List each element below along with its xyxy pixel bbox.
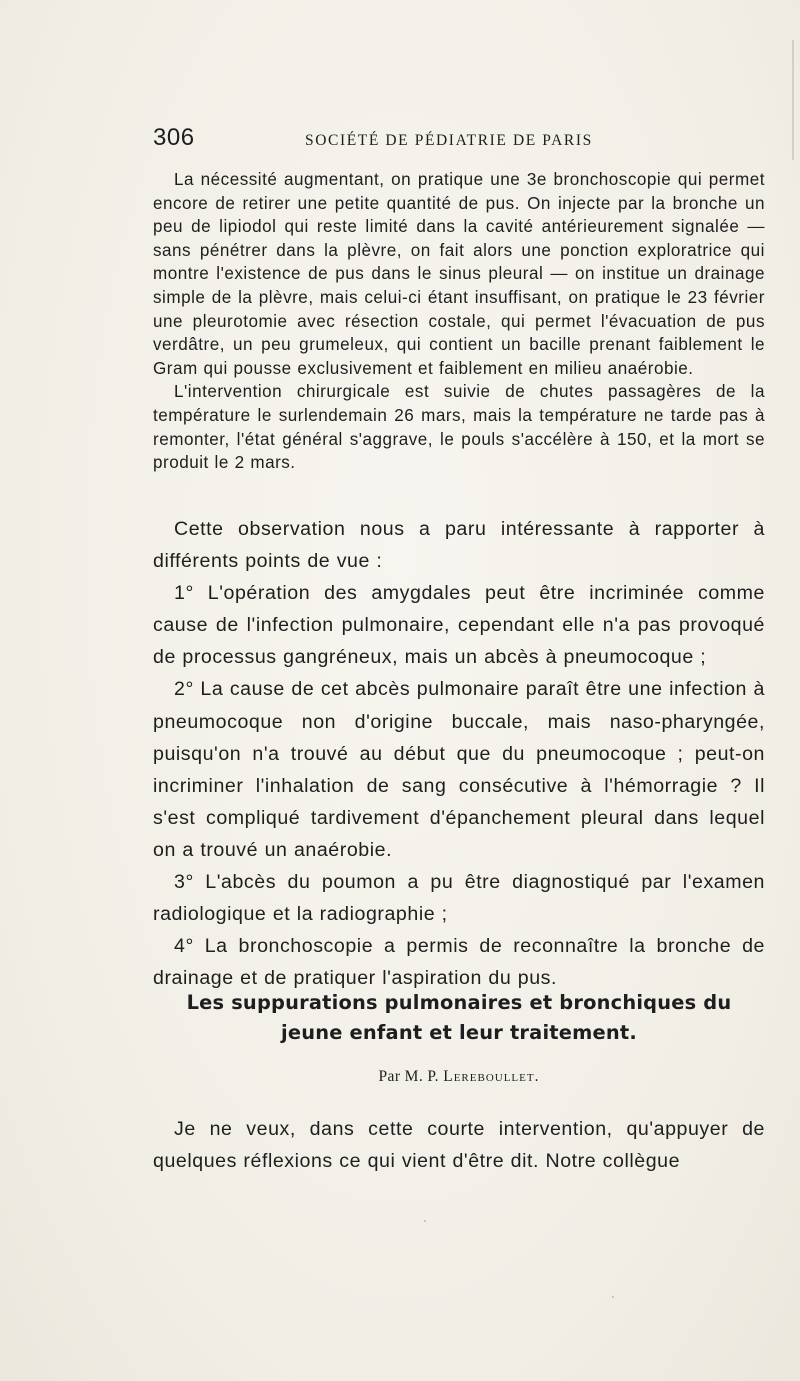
- byline-prefix: Par M. P.: [378, 1068, 444, 1085]
- discussion-intro: Cette observation nous a paru intéressante à rapporter à différents points de vue :: [153, 518, 765, 573]
- running-title: SOCIÉTÉ DE PÉDIATRIE DE PARIS: [305, 132, 593, 149]
- case-report-text: [153, 168, 765, 475]
- discussion-point-3: 3° L'abcès du poumon a pu être diagnostiqué par l'examen radiologique et la radiographie ;: [153, 871, 765, 926]
- page-edge-mark: [792, 40, 794, 160]
- discussion-point-2: 2° La cause de cet abcès pulmonaire paraît être une infection à pneumocoque non d'origine buccale, mais naso-pharyngée, puisqu'on n'a trouvé au début que du pneumocoque ; peut-on incriminer l'inhalation de sang consécutive à l'hémorragie ? Il s'est compliqué tardivement d'épanchement pleural dans lequel on a trouvé un anaérobie.: [153, 678, 765, 861]
- article-opening-paragraph: Je ne veux, dans cette courte intervention, qu'appuyer de quelques réflexions ce qui vient d'être dit. Notre collègue: [153, 1118, 765, 1173]
- byline-author: Lereboullet.: [443, 1068, 540, 1085]
- scan-speck: [424, 1220, 426, 1222]
- article-byline: [153, 1068, 765, 1086]
- case-report-paragraph-1: La nécessité augmentant, on pratique une 3e bronchoscopie qui permet encore de retirer une petite quantité de pus. On injecte par la bronche un peu de lipiodol qui reste limité dans la cavité antérieurement signalée — sans pénétrer dans la plèvre, on fait alors une ponction exploratrice qui montre l'existence de pus dans le sinus pleural — on institue un drainage simple de la plèvre, mais celui-ci étant insuffisant, on pratique le 23 février une pleurotomie avec résection costale, qui permet l'évacuation de pus verdâtre, un peu grumeleux, qui contient un bacille prenant faiblement le Gram qui pousse exclusivement et faiblement en milieu anaérobie.: [153, 170, 765, 378]
- running-head: [153, 124, 773, 156]
- discussion-point-1: 1° L'opération des amygdales peut être incriminée comme cause de l'infection pulmonaire, cependant elle n'a pas provoqué de processus gangréneux, mais un abcès à pneumocoque ;: [153, 582, 765, 669]
- discussion-text: [153, 513, 765, 994]
- case-report-paragraph-2: L'intervention chirurgicale est suivie de chutes passagères de la température le surlendemain 26 mars, mais la température ne tarde pas à remonter, l'état général s'aggrave, le pouls s'accélère à 150, et la mort se produit le 2 mars.: [153, 382, 765, 473]
- article-title: Les suppurations pulmonaires et bronchiques du jeune enfant et leur traitement.: [186, 991, 732, 1044]
- article-opening-text: [153, 1113, 765, 1177]
- discussion-point-4: 4° La bronchoscopie a permis de reconnaître la bronche de drainage et de pratiquer l'aspiration du pus.: [153, 935, 765, 990]
- scan-speck: [612, 1296, 614, 1298]
- page-number: 306: [153, 124, 195, 151]
